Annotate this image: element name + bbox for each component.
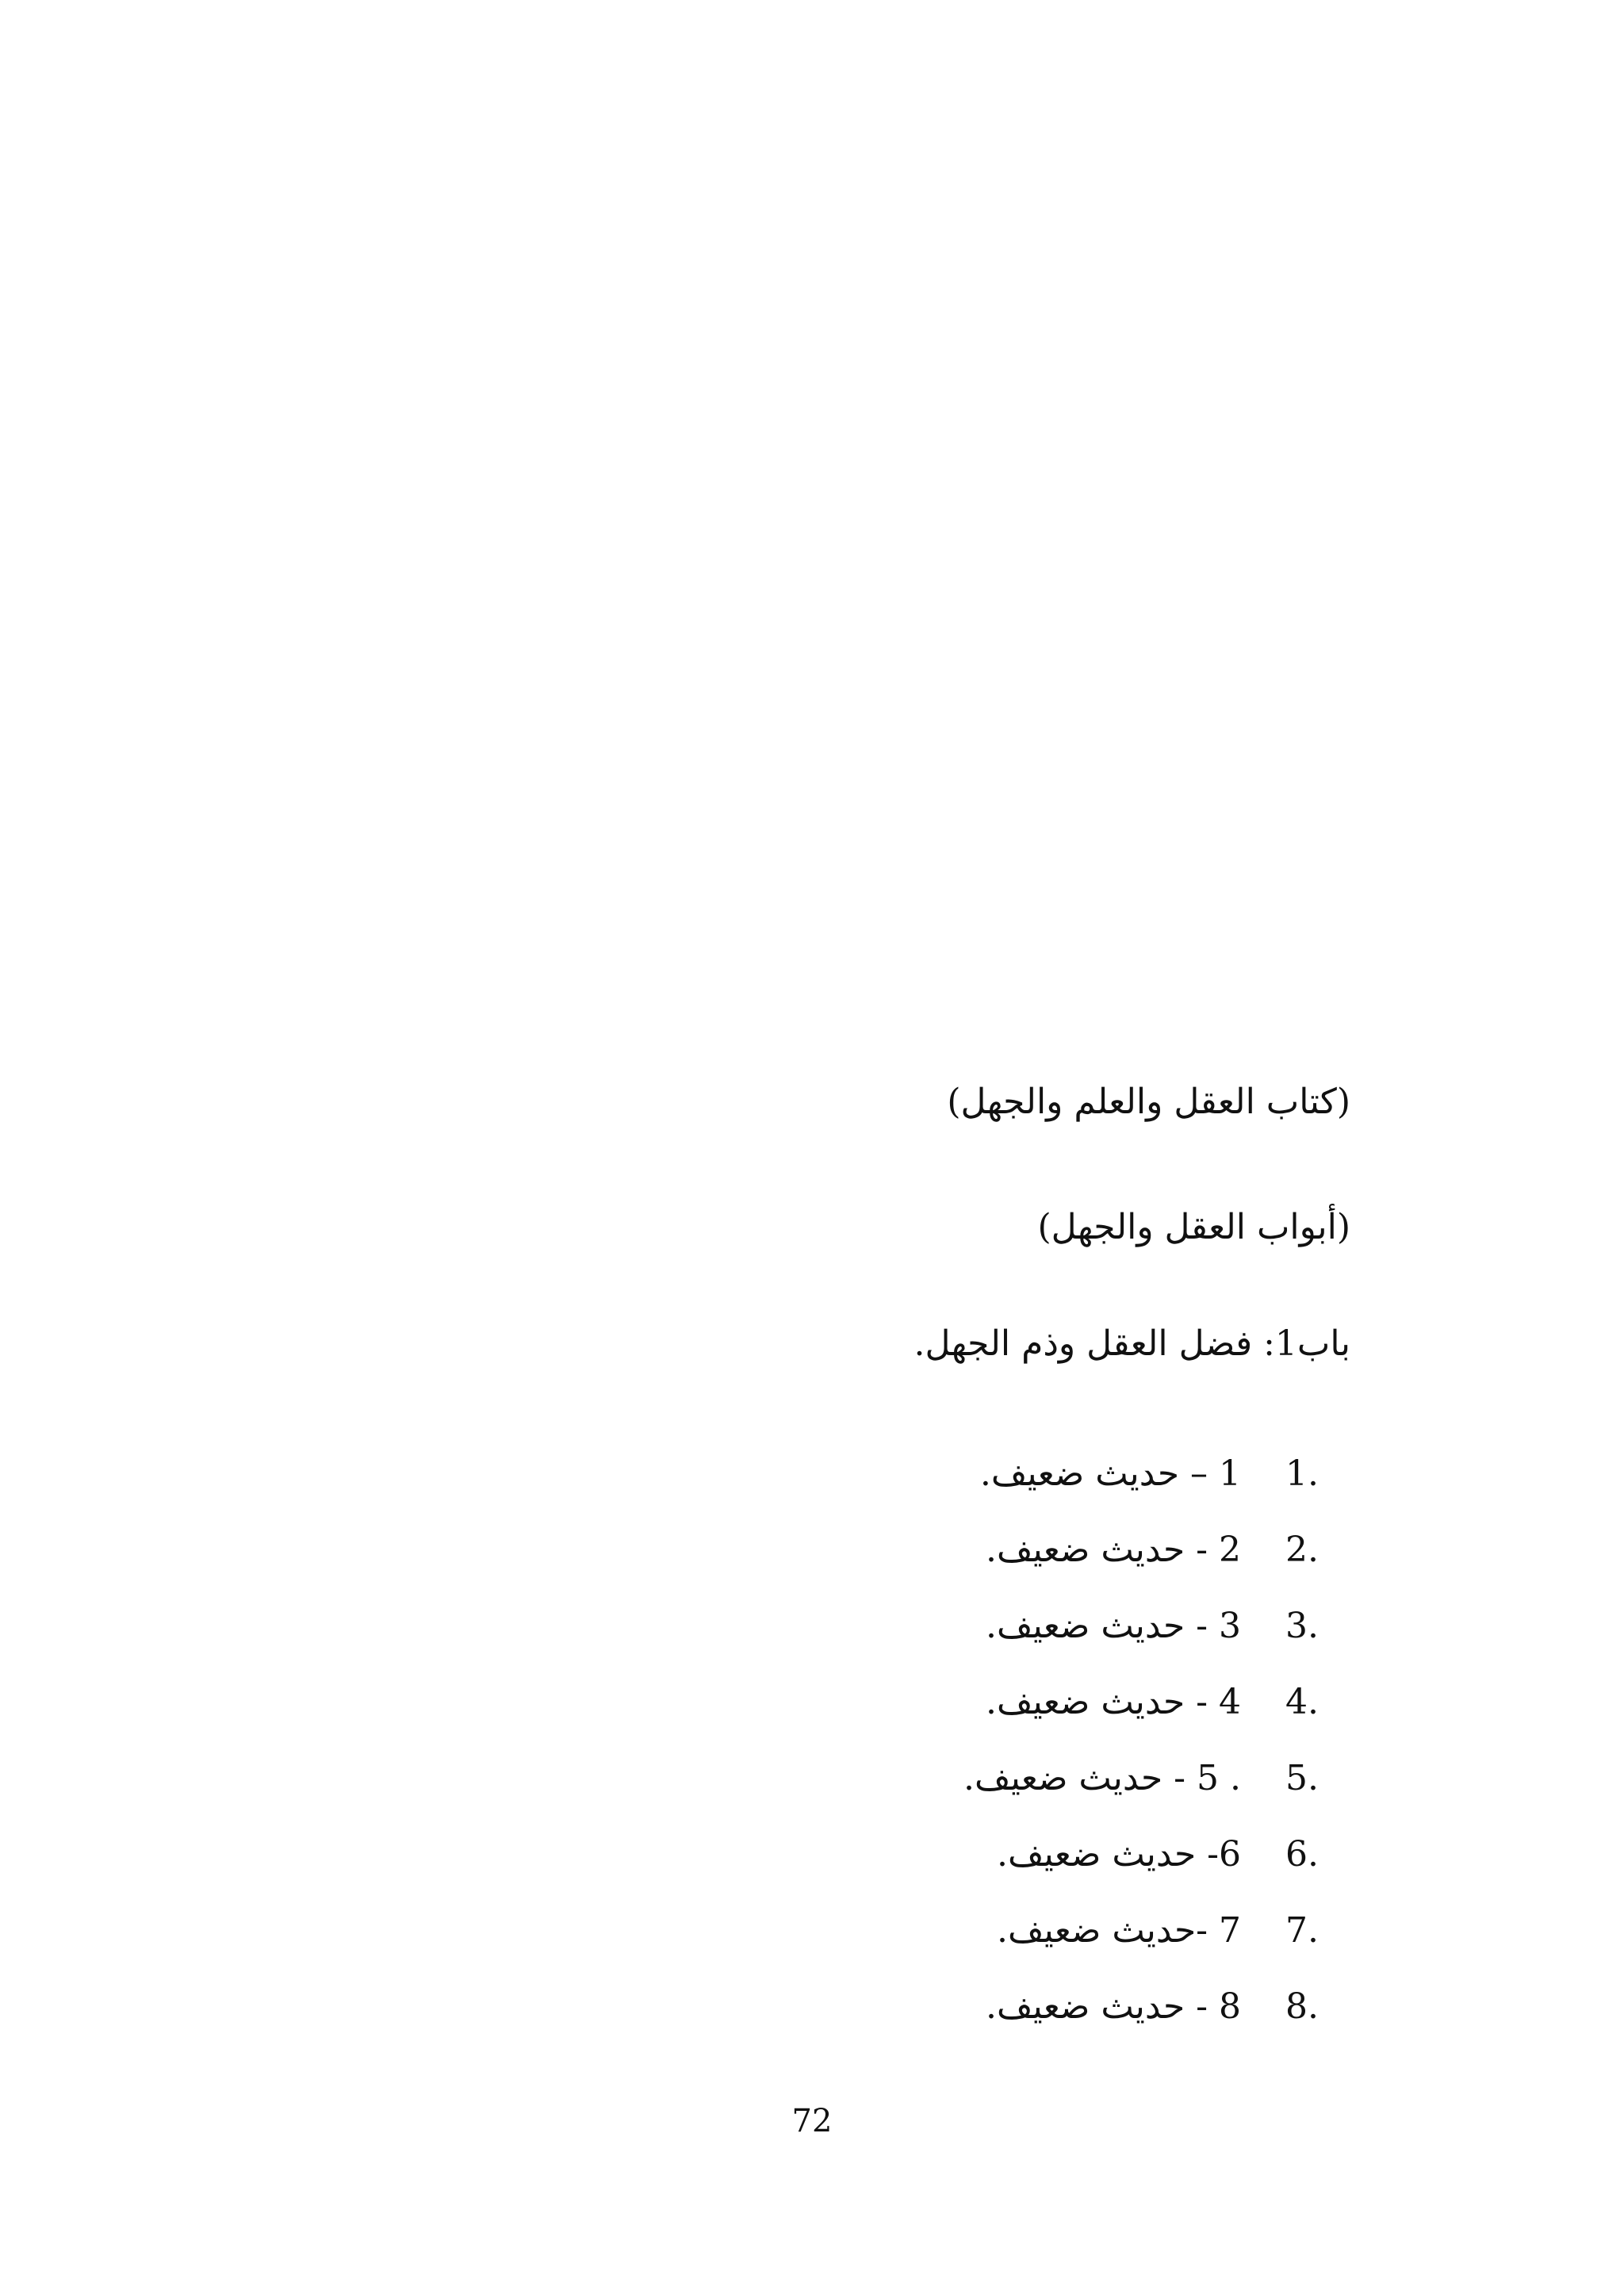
list-item-number: 7. bbox=[1285, 1909, 1319, 1951]
list-item-number: 8. bbox=[1285, 1986, 1319, 2027]
list-item-text: . 5 - حديث ضعيف. bbox=[963, 1757, 1241, 1798]
list-item-number: 4. bbox=[1285, 1681, 1319, 1722]
list-item bbox=[963, 1435, 1319, 1511]
list-item-number: 5. bbox=[1285, 1757, 1319, 1798]
list-item-text: 4 - حديث ضعيف. bbox=[986, 1681, 1241, 1722]
list-item-number: 3. bbox=[1285, 1605, 1319, 1646]
book-title: (كتاب العقل والعلم والجهل) bbox=[947, 1082, 1350, 1122]
chapter-title: (أبواب العقل والجهل) bbox=[1037, 1207, 1350, 1247]
list-item bbox=[963, 1892, 1319, 1968]
list-item-number: 6. bbox=[1285, 1833, 1319, 1875]
list-item-text: 1 – حديث ضعيف. bbox=[979, 1453, 1241, 1494]
hadith-list bbox=[963, 1435, 1319, 2044]
list-item-text: 6- حديث ضعيف. bbox=[997, 1833, 1241, 1875]
list-item bbox=[963, 1511, 1319, 1587]
list-item-number: 1. bbox=[1285, 1453, 1319, 1494]
list-item bbox=[963, 1968, 1319, 2044]
list-item bbox=[963, 1816, 1319, 1892]
list-item-number: 2. bbox=[1285, 1529, 1319, 1570]
list-item bbox=[963, 1740, 1319, 1816]
list-item-text: 7 -حديث ضعيف. bbox=[997, 1909, 1241, 1951]
list-item-text: 2 - حديث ضعيف. bbox=[986, 1529, 1241, 1570]
section-title: باب1: فضل العقل وذم الجهل. bbox=[914, 1323, 1350, 1364]
list-item bbox=[963, 1664, 1319, 1740]
page-number: 72 bbox=[791, 2103, 833, 2139]
list-item-text: 3 - حديث ضعيف. bbox=[986, 1605, 1241, 1646]
list-item-text: 8 - حديث ضعيف. bbox=[986, 1986, 1241, 2027]
list-item bbox=[963, 1587, 1319, 1664]
